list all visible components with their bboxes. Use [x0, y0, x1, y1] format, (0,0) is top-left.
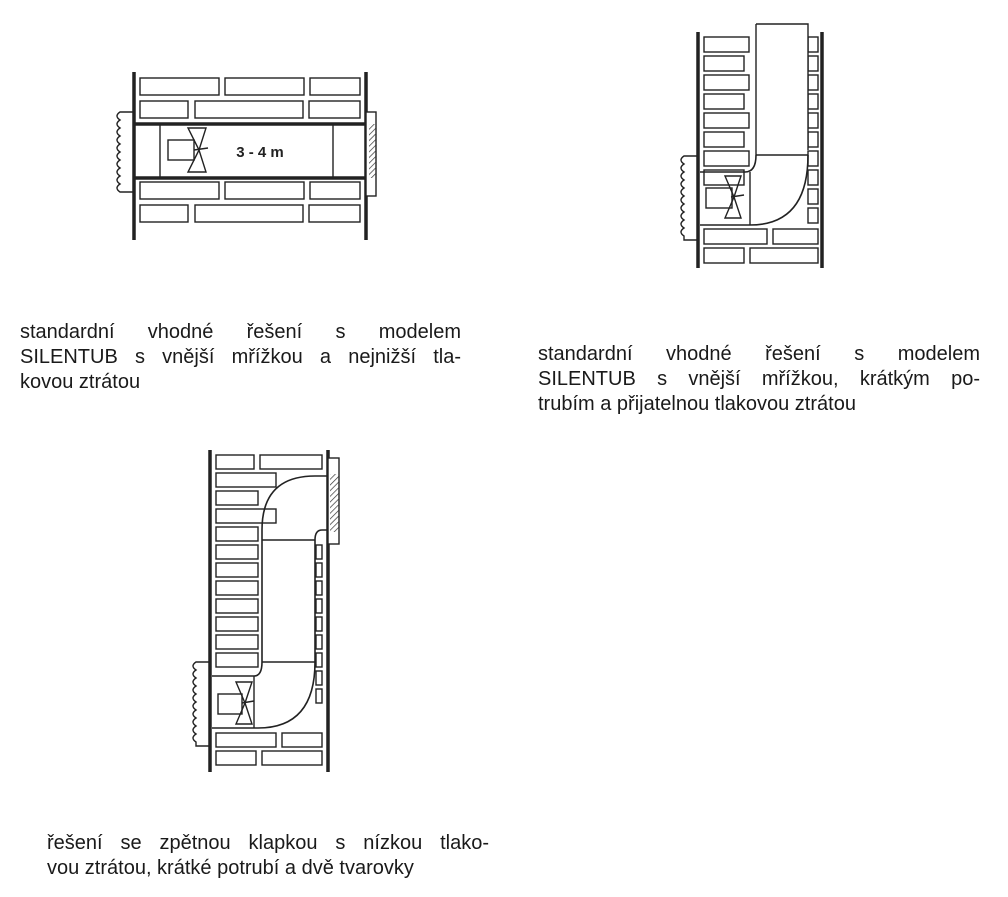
inner-grille-icon — [681, 156, 698, 240]
outer-grille-icon — [366, 112, 376, 196]
caption-line: řešení se zpětnou klapkou s nízkou tlako- — [47, 832, 489, 854]
caption-line: SILENTUB s vnější mřížkou, krátkým po- — [538, 368, 980, 390]
caption-line: SILENTUB s vnější mřížkou a nejnižší tla- — [20, 346, 461, 368]
fan-icon — [168, 128, 208, 172]
wall-bricks — [216, 455, 322, 765]
caption-line: standardní vhodné řešení s modelem — [20, 321, 461, 343]
fan-icon — [218, 682, 254, 724]
caption-line: vou ztrátou, krátké potrubí a dvě tvarovky — [47, 857, 414, 879]
caption-line: standardní vhodné řešení s modelem — [538, 343, 980, 365]
fan-icon — [706, 176, 744, 218]
caption-line: kovou ztrátou — [20, 371, 141, 393]
caption-two-bends — [47, 831, 489, 881]
caption-line: trubím a přijatelnou tlakovou ztrátou — [538, 393, 856, 415]
duct-bend — [700, 24, 808, 225]
diagram-short-bend — [681, 24, 822, 268]
diagram-two-bends — [193, 450, 339, 772]
diagram-horizontal — [117, 72, 376, 240]
duct-double-bend — [212, 476, 328, 728]
inner-grille-icon — [193, 662, 210, 746]
inner-grille-icon — [117, 112, 134, 192]
duct-length-label: 3 - 4 m — [236, 144, 284, 161]
caption-short-bend — [538, 342, 980, 417]
caption-horizontal — [20, 320, 461, 395]
outer-grille-icon — [328, 458, 339, 544]
